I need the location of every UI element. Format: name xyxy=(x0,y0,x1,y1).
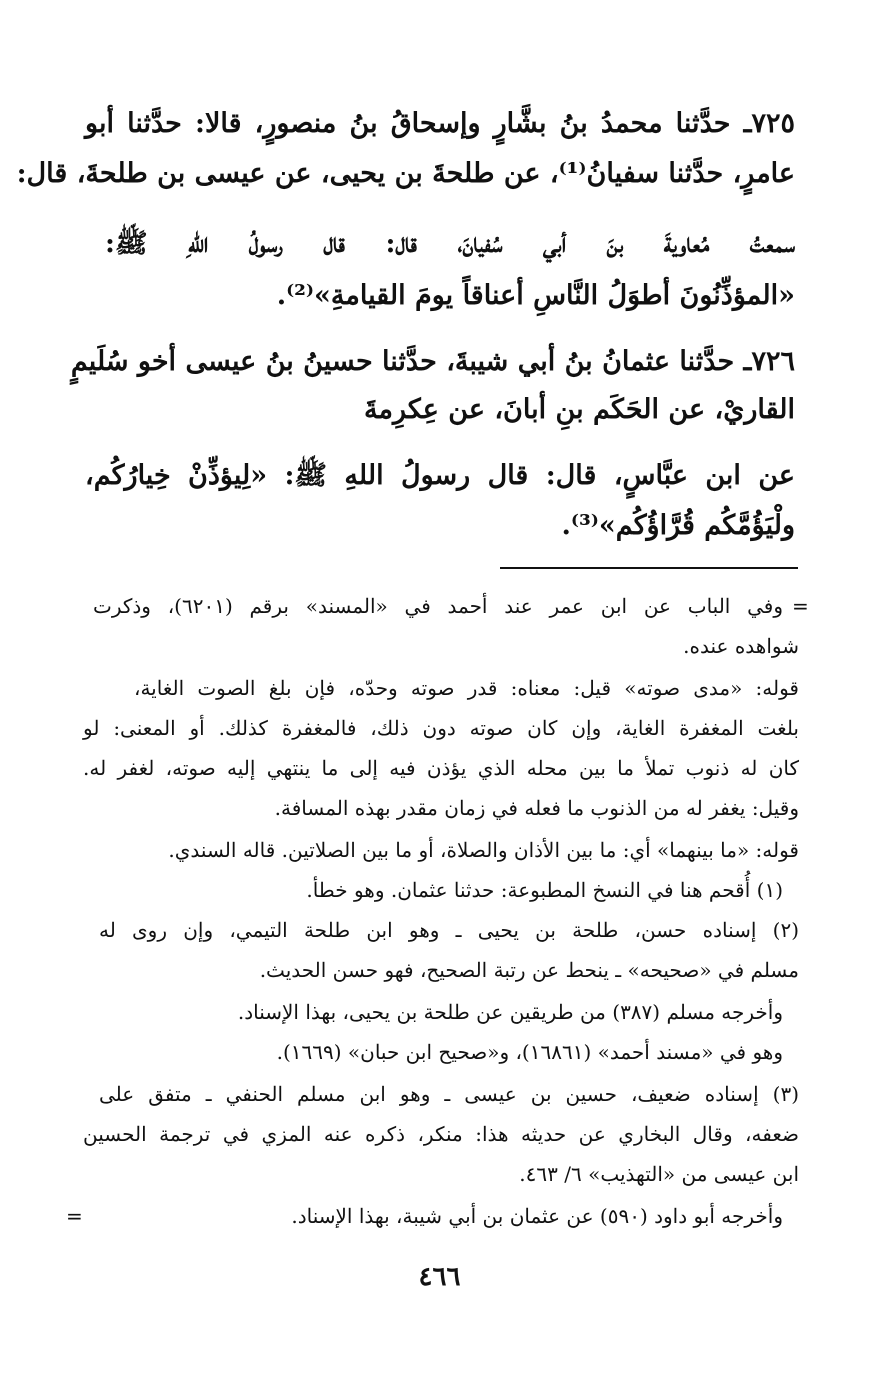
footnote-line: شواهده عنده. xyxy=(683,634,799,658)
footnote-line: مسلم في «صحيحه» ـ ينحط عن رتبة الصحيح، فهو حسن الحديث. xyxy=(259,958,799,982)
footnote-line: وهو في «مسند أحمد» (١٦٨٦١)، و«صحيح ابن حبان» (١٦٦٩). xyxy=(276,1040,783,1064)
continuation-mark-bottom: = xyxy=(66,1204,83,1228)
continuation-mark-top: = xyxy=(792,594,809,618)
hadith-725-line-2: عامرٍ، حدَّثنا سفيانُ⁽¹⁾، عن طلحةَ بن يحيى، عن عيسى بن طلحةَ، قال: xyxy=(16,158,795,189)
footnote-line: ضعفه، وقال البخاري عن حديثه هذا: منكر، ذكره عنه المزي في ترجمة الحسين xyxy=(83,1122,799,1146)
hadith-726-line-1: ٧٢٦ـ حدَّثنا عثمانُ بنُ أبي شيبةَ، حدَّثنا حسينُ بنُ عيسى أخو سُلَيمٍ xyxy=(70,346,795,377)
footnote-line: وأخرجه أبو داود (٥٩٠) عن عثمان بن أبي شيبة، بهذا الإسناد. xyxy=(291,1204,783,1228)
footnote-3: (٣) إسناده ضعيف، حسين بن عيسى ـ وهو ابن مسلم الحنفي ـ متفق على xyxy=(99,1082,799,1106)
hadith-726-matn-1: عن ابن عبَّاسٍ، قال: قال رسولُ اللهِ ﷺ: «لِيؤذِّنْ خِيارُكُم، xyxy=(85,460,795,491)
footnote-line: قوله: «ما بينهما» أي: ما بين الأذان والصلاة، أو ما بين الصلاتين. قاله السندي. xyxy=(168,838,799,862)
hadith-726-matn-2: ولْيَؤُمَّكُم قُرَّاؤُكُم»⁽³⁾. xyxy=(561,510,795,541)
footnote-line: ابن عيسى من «التهذيب» ٦/ ٤٦٣. xyxy=(519,1162,799,1186)
hadith-725-matn-2: «المؤذِّنُونَ أطوَلُ النَّاسِ أعناقاً يومَ القيامةِ»⁽²⁾. xyxy=(276,280,795,311)
footnote-line: كان له ذنوب تملأ ما بين محله الذي يؤذن فيه إلى ما ينتهي إليه صوته، لغفر له. xyxy=(83,756,799,780)
hadith-725-line-1: ٧٢٥ـ حدَّثنا محمدُ بنُ بشَّارٍ وإسحاقُ بنُ منصورٍ، قالا: حدَّثنا أبو xyxy=(85,108,795,139)
footnote-2: (٢) إسناده حسن، طلحة بن يحيى ـ وهو ابن طلحة التيمي، وإن روى له xyxy=(99,918,799,942)
hadith-726-line-2: القاريْ، عن الحَكَم بنِ أبانَ، عن عِكرِمةَ xyxy=(364,394,795,425)
page-number: ٤٦٦ xyxy=(418,1262,461,1292)
footnote-line: وأخرجه مسلم (٣٨٧) من طريقين عن طلحة بن يحيى، بهذا الإسناد. xyxy=(237,1000,783,1024)
footnote-1: (١) أُقحم هنا في النسخ المطبوعة: حدثنا عثمان. وهو خطأ. xyxy=(306,878,783,902)
footnote-line: قوله: «مدى صوته» قيل: معناه: قدر صوته وحدّه، فإن بلغ الصوت الغاية، xyxy=(134,676,799,700)
footnote-separator xyxy=(500,567,798,569)
footnote-line: بلغت المغفرة الغاية، وإن كان صوته دون ذلك، فالمغفرة كذلك. أو المعنى: لو xyxy=(83,716,799,740)
footnote-line: وفي الباب عن ابن عمر عند أحمد في «المسند» برقم (٦٢٠١)، وذكرت xyxy=(93,594,783,618)
hadith-725-matn-1: سمعتُ مُعاويةَ بنَ أبي سُفيانَ، قال: قال رسولُ اللهِ ﷺ: xyxy=(105,228,795,259)
footnote-line: وقيل: يغفر له من الذنوب ما فعله في زمان مقدر بهذه المسافة. xyxy=(274,796,799,820)
